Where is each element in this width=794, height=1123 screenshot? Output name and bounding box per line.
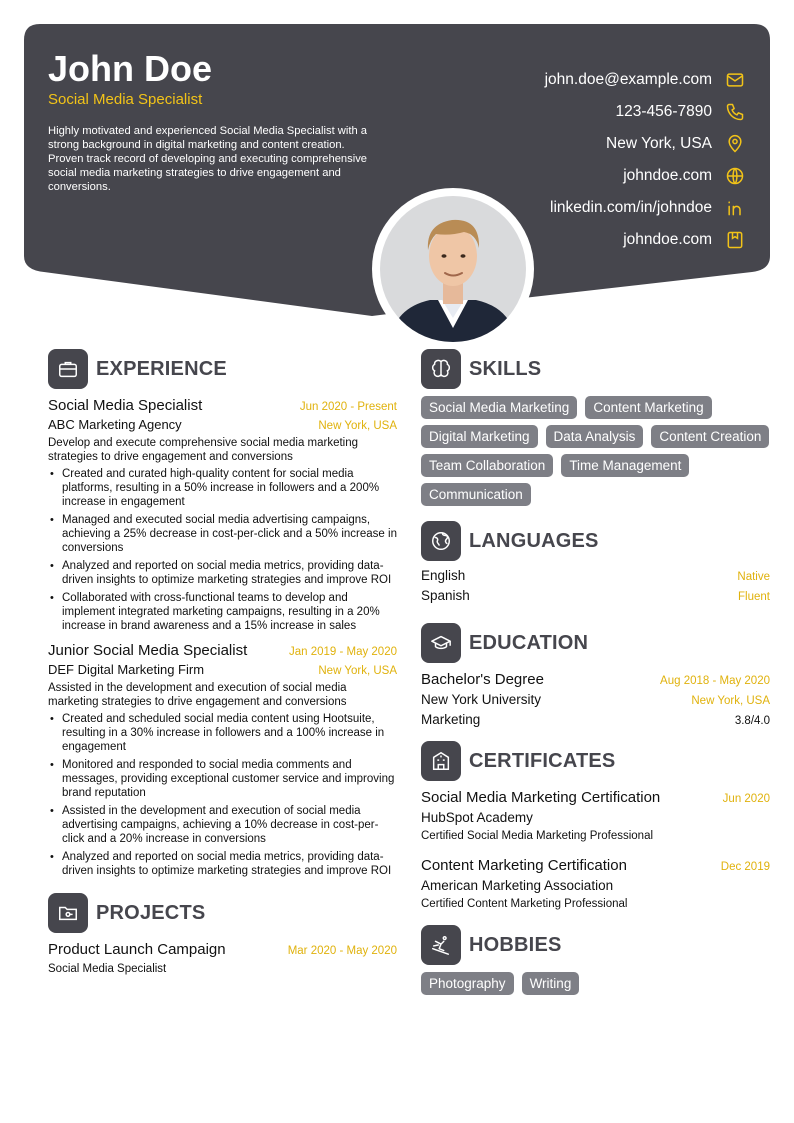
certificates-section-header <box>421 740 770 782</box>
contact-phone[interactable]: 123-456-7890 <box>426 96 746 128</box>
skill-chip: Content Marketing <box>585 396 711 419</box>
certificate-date: Jun 2020 <box>722 793 770 805</box>
projects-section-header <box>48 892 397 934</box>
bookmark-icon <box>724 229 746 251</box>
education-location: New York, USA <box>691 695 770 707</box>
profile-photo <box>372 188 534 350</box>
job-company: DEF Digital Marketing Firm <box>48 662 205 677</box>
certificate-entry <box>421 856 770 912</box>
school: New York University <box>421 692 542 707</box>
certificate-entry <box>421 788 770 844</box>
skills-list <box>421 396 770 506</box>
project-role: Social Media Specialist <box>48 963 167 975</box>
certificate-issuer: HubSpot Academy <box>421 810 533 825</box>
education-heading: EDUCATION <box>469 631 589 654</box>
list-item: • Analyzed and reported on social media metrics, providing data-driven insights to optimize marketing strategies and improve ROI <box>48 850 397 878</box>
certificate-name: Social Media Marketing Certification <box>421 789 661 806</box>
degree: Bachelor's Degree <box>421 671 544 688</box>
job-entry <box>48 641 397 878</box>
candidate-title: Social Media Specialist <box>48 91 203 108</box>
job-company: ABC Marketing Agency <box>48 417 182 432</box>
list-item: • Created and curated high-quality content for social media platforms, resulting in a 50% increase in followers and a 200% increase in engagement <box>48 467 397 509</box>
hobbies-list <box>421 972 770 995</box>
languages-list <box>421 568 770 608</box>
language-name: English <box>421 568 466 583</box>
skill-chip: Time Management <box>561 454 689 477</box>
certificate-description: Certified Content Marketing Professional <box>421 898 628 910</box>
job-date: Jan 2019 - May 2020 <box>288 646 397 658</box>
left-column <box>48 348 397 984</box>
skill-chip: Content Creation <box>651 425 769 448</box>
skills-section-header <box>421 348 770 390</box>
experience-section-header <box>48 348 397 390</box>
language-level: Fluent <box>738 591 770 603</box>
projects-heading: PROJECTS <box>96 901 206 924</box>
building-icon <box>421 741 461 781</box>
language-name: Spanish <box>421 588 470 603</box>
list-item: • Monitored and responded to social media comments and messages, providing exceptional customer service and improving brand reputation <box>48 758 397 800</box>
language-row <box>421 588 770 608</box>
linkedin-icon <box>724 197 746 219</box>
job-entry <box>48 396 397 633</box>
graduation-cap-icon <box>421 623 461 663</box>
candidate-name: John Doe <box>48 48 213 89</box>
hobby-chip: Writing <box>522 972 580 995</box>
globe-icon <box>724 165 746 187</box>
list-item: • Analyzed and reported on social media metrics, providing data-driven insights to optimize marketing strategies and improve ROI <box>48 559 397 587</box>
brain-icon <box>421 349 461 389</box>
job-location: New York, USA <box>318 420 397 432</box>
field-of-study: Marketing <box>421 712 481 727</box>
job-achievements <box>48 467 397 633</box>
list-item: • Collaborated with cross-functional teams to develop and implement integrated marketing campaigns, resulting in a 20% increase in brand awareness and a 15% increase in sales <box>48 591 397 633</box>
certificate-issuer: American Marketing Association <box>421 878 614 893</box>
job-title: Social Media Specialist <box>48 397 203 414</box>
project-date: Mar 2020 - May 2020 <box>287 945 397 957</box>
language-globe-icon <box>421 521 461 561</box>
education-date: Aug 2018 - May 2020 <box>660 675 770 687</box>
skills-heading: SKILLS <box>469 357 542 380</box>
contact-website[interactable]: johndoe.com <box>426 160 746 192</box>
skill-chip: Social Media Marketing <box>421 396 577 419</box>
summary: Highly motivated and experienced Social Media Specialist with a strong background in digital marketing and content creation. Proven track record of developing and executing comprehensive social media marketing strategies to drive engagement and conversions. <box>48 125 368 193</box>
skill-chip: Team Collaboration <box>421 454 553 477</box>
education-section-header <box>421 622 770 664</box>
project-name: Product Launch Campaign <box>48 941 226 958</box>
language-row <box>421 568 770 588</box>
hobbies-heading: HOBBIES <box>469 933 562 956</box>
skiing-icon <box>421 925 461 965</box>
certificate-date: Dec 2019 <box>720 861 770 873</box>
languages-section-header <box>421 520 770 562</box>
contact-email[interactable]: john.doe@example.com <box>426 64 746 96</box>
hobbies-section-header <box>421 924 770 966</box>
list-item: • Assisted in the development and execution of social media advertising campaigns, achieving a 10% decrease in cost-per-click and a 20% increase in conversions <box>48 804 397 846</box>
location-pin-icon <box>724 133 746 155</box>
job-description: Assisted in the development and execution of social media marketing strategies to drive engagement and conversions <box>48 682 347 708</box>
contact-portfolio[interactable]: johndoe.com <box>426 224 746 256</box>
folder-icon <box>48 893 88 933</box>
gpa: 3.8/4.0 <box>734 715 770 727</box>
phone-icon <box>724 101 746 123</box>
briefcase-icon <box>48 349 88 389</box>
contact-linkedin[interactable]: linkedin.com/in/johndoe <box>426 192 746 224</box>
experience-heading: EXPERIENCE <box>96 357 227 380</box>
job-description: Develop and execute comprehensive social media marketing strategies to drive engagement and conversions <box>48 437 359 463</box>
right-column <box>421 348 770 995</box>
job-achievements <box>48 712 397 878</box>
hobby-chip: Photography <box>421 972 514 995</box>
skill-chip: Data Analysis <box>546 425 644 448</box>
languages-heading: LANGUAGES <box>469 529 599 552</box>
project-entry <box>48 940 397 976</box>
certificate-name: Content Marketing Certification <box>421 857 627 874</box>
language-level: Native <box>737 571 770 583</box>
certificates-heading: CERTIFICATES <box>469 749 616 772</box>
skill-chip: Communication <box>421 483 531 506</box>
job-date: Jun 2020 - Present <box>299 401 397 413</box>
list-item: • Managed and executed social media advertising campaigns, achieving a 25% decrease in cost-per-click and a 50% increase in conversions <box>48 513 397 555</box>
certificate-description: Certified Social Media Marketing Professional <box>421 830 654 842</box>
education-entry <box>421 670 770 730</box>
skill-chip: Digital Marketing <box>421 425 538 448</box>
job-location: New York, USA <box>318 665 397 677</box>
list-item: • Created and scheduled social media content using Hootsuite, resulting in a 30% increase in followers and a 100% increase in engagement <box>48 712 397 754</box>
job-title: Junior Social Media Specialist <box>48 642 248 659</box>
mail-icon <box>724 69 746 91</box>
contact-location: New York, USA <box>426 128 746 160</box>
